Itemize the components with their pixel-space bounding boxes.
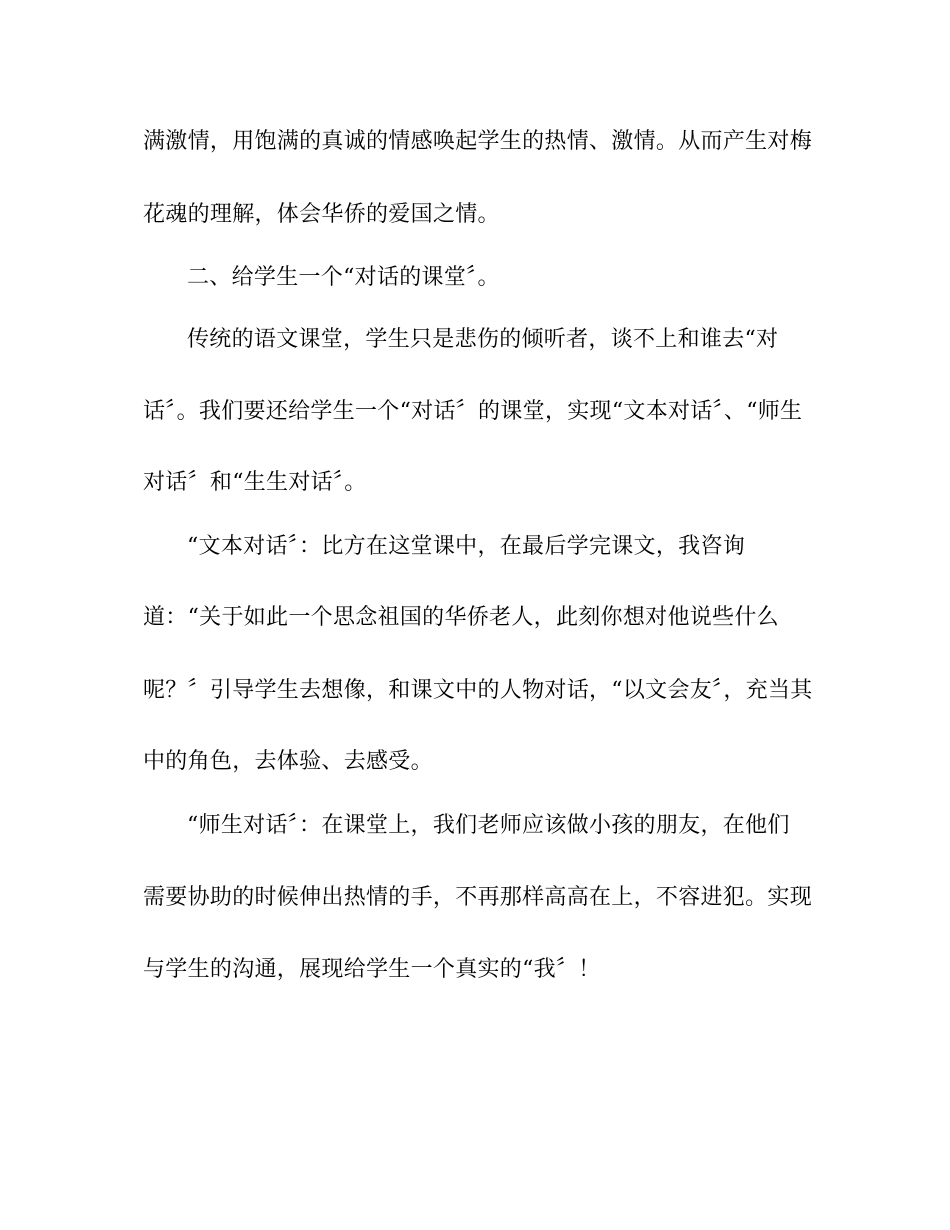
text-line: 与学生的沟通，展现给学生一个真实的“我〞！: [143, 957, 601, 982]
paragraph-start: “文本对话〞：比方在这堂课中，在最后学完课文，我咨询: [187, 534, 746, 559]
text-line: 道：“关于如此一个思念祖国的华侨老人，此刻你想对他说些什么: [143, 605, 779, 630]
paragraph-start: 传统的语文课堂，学生只是悲伤的倾听者，谈不上和谁去“对: [187, 327, 779, 352]
text-line: 对话〞和“生生对话〞。: [143, 470, 367, 495]
text-line: 满激情，用饱满的真诚的情感唤起学生的热情、激情。从而产生对梅: [143, 129, 813, 154]
text-line: 中的角色，去体验、去感受。: [143, 749, 433, 774]
section-heading: 二、给学生一个“对话的课堂〞。: [187, 265, 500, 290]
paragraph-start: “师生对话〞：在课堂上，我们老师应该做小孩的朋友，在他们: [187, 813, 790, 838]
text-line: 花魂的理解，体会华侨的爱国之情。: [143, 202, 500, 227]
text-line: 话〞。我们要还给学生一个“对话〞的课堂，实现“文本对话〞、“师生: [143, 399, 803, 424]
text-line: 需要协助的时候伸出热情的手，不再那样高高在上，不容进犯。实现: [143, 885, 813, 910]
text-line: 呢？〞引导学生去想像，和课文中的人物对话，“以文会友〞，充当其: [143, 678, 813, 703]
